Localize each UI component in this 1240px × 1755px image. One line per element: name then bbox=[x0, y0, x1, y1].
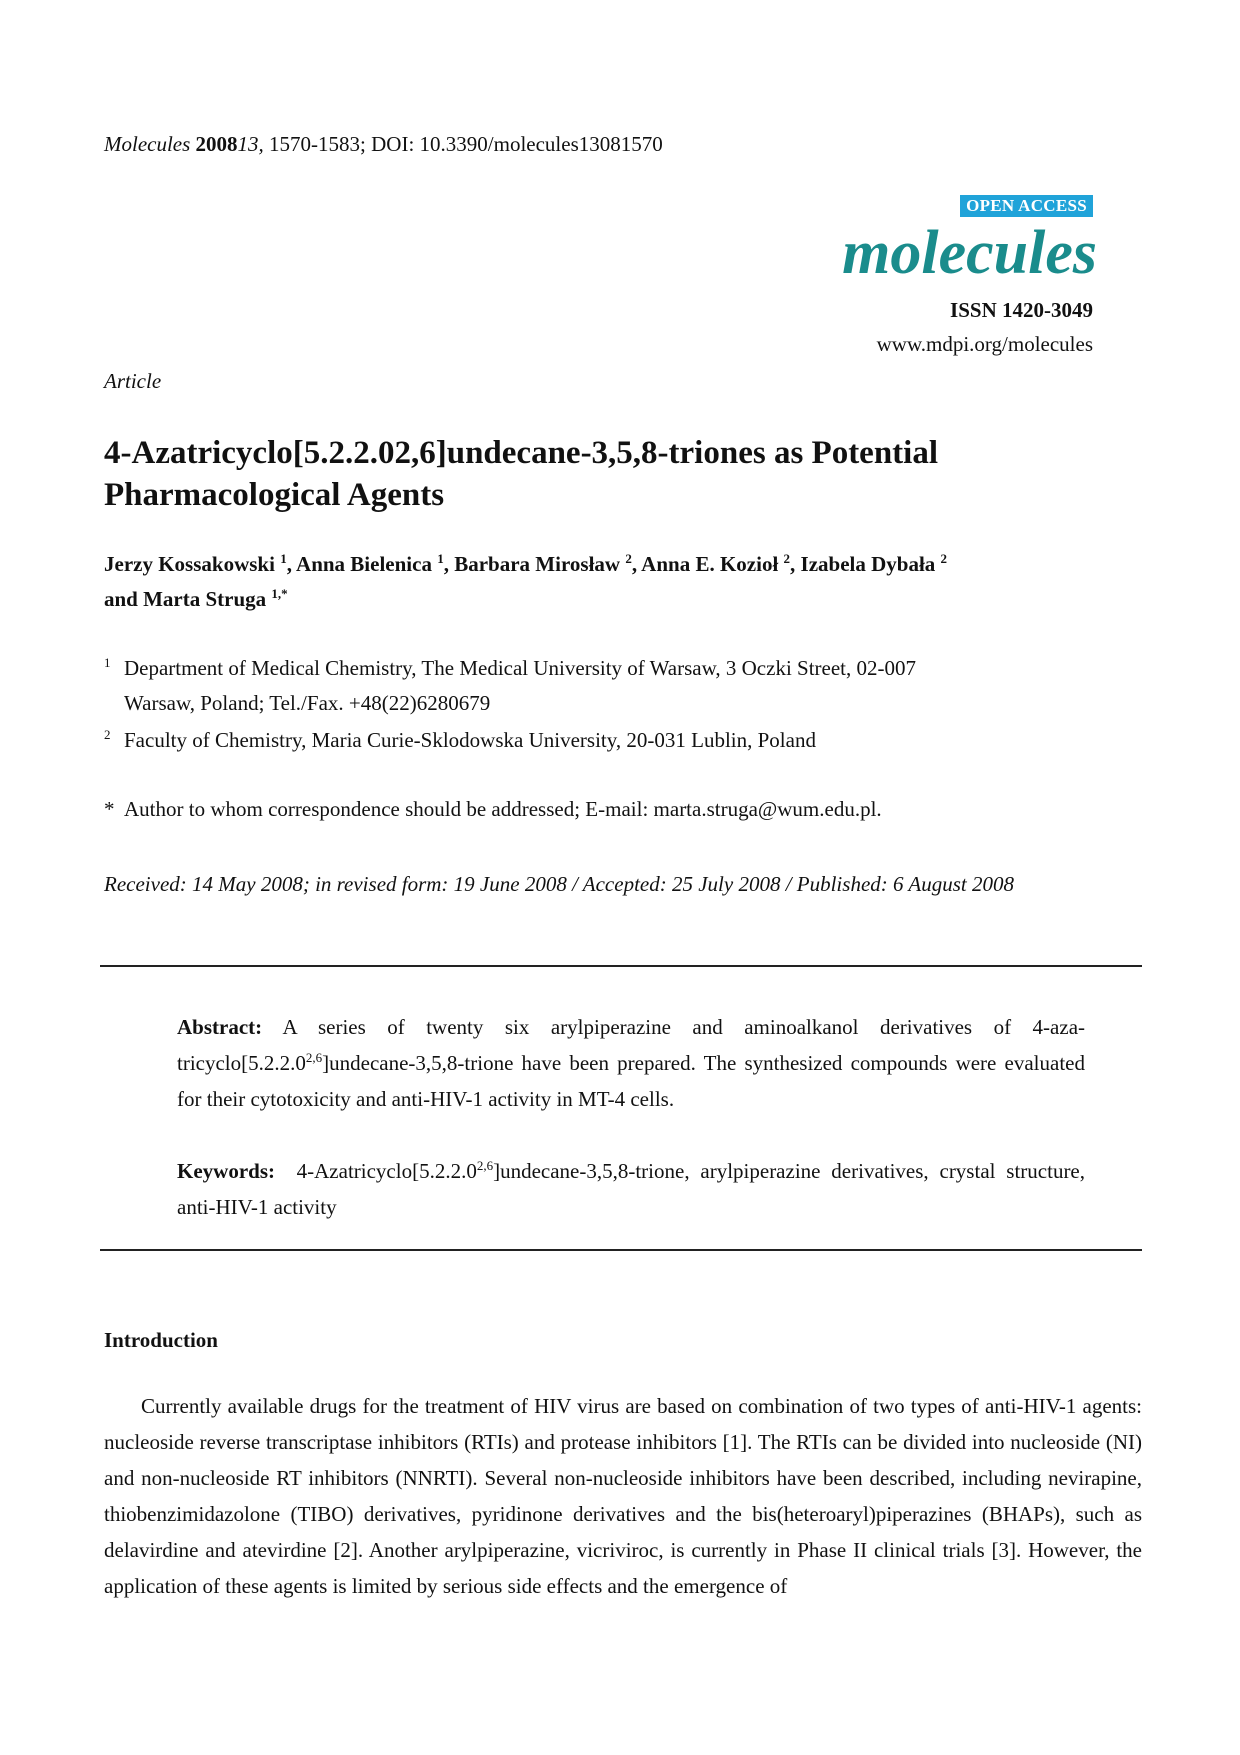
author-connector: and bbox=[104, 587, 138, 611]
author: Anna E. Kozioł bbox=[641, 552, 779, 576]
divider bbox=[100, 1249, 1142, 1251]
citation-year: 2008 bbox=[195, 132, 238, 156]
abstract bbox=[177, 1009, 1085, 1117]
abstract-sup: 2,6 bbox=[305, 1050, 323, 1065]
section-heading: Introduction bbox=[104, 1328, 218, 1352]
article-type: Article bbox=[104, 369, 162, 393]
affiliation-1: $^1$ Department of Medical Chemistry, The Medical University of Warsaw, 3 Oczki Street, 02-007 Warsaw, Poland; Tel./Fax. +48(22)6280679 bbox=[104, 655, 917, 715]
keywords-label: Keywords: bbox=[177, 1159, 275, 1183]
issn: ISSN 1420-3049 bbox=[950, 298, 1093, 322]
correspondence-text: Author to whom correspondence should be addressed; E-mail: marta.struga@wum.edu.pl. bbox=[124, 797, 882, 821]
author-affiliation: 1,* bbox=[271, 586, 288, 601]
paper-title: 4-Azatricyclo[5.2.2.02,6]undecane-3,5,8-triones as Potential Pharmacological Agents bbox=[104, 435, 939, 513]
author-affiliation: 2 bbox=[783, 551, 791, 566]
affiliation-2: $^2$ Faculty of Chemistry, Maria Curie-Sklodowska University, 20-031 Lublin, Poland bbox=[104, 727, 816, 752]
author-list: Jerzy Kossakowski $^1$, Anna Bielenica $^1$, Barbara Mirosław $^2$, Anna E. Kozioł $^2$, Izabela Dybała $^2$ and Marta Struga $^{1,*}$ bbox=[104, 551, 948, 611]
citation-volume: 13, bbox=[237, 132, 264, 156]
author: Barbara Mirosław bbox=[454, 552, 621, 576]
affiliation-text-cont: Warsaw, Poland; Tel./Fax. +48(22)6280679 bbox=[124, 691, 491, 715]
author-affiliation: 2 bbox=[940, 551, 948, 566]
journal-logo: molecules bbox=[842, 219, 1097, 287]
abstract-text: A series of twenty six arylpiperazine and aminoalkanol derivatives of 4-aza-tricyclo[5.2.2.0 bbox=[177, 1015, 1086, 1075]
correspondence-mark: * bbox=[104, 797, 115, 821]
keywords-text: 4-Azatricyclo[5.2.2.0 bbox=[296, 1159, 477, 1183]
author-affiliation: 1 bbox=[437, 551, 444, 566]
author: Jerzy Kossakowski bbox=[104, 552, 275, 576]
author: Izabela Dybała bbox=[800, 552, 936, 576]
divider bbox=[100, 965, 1142, 967]
keywords-text-cont: ]undecane-3,5,8-trione, arylpiperazine derivatives, crystal structure, anti-HIV-1 activity bbox=[177, 1159, 1086, 1219]
author-affiliation: 2 bbox=[625, 551, 632, 566]
affiliation-text: Department of Medical Chemistry, The Medical University of Warsaw, 3 Oczki Street, 02-007 bbox=[124, 656, 917, 680]
publication-dates: Received: 14 May 2008; in revised form: 19 June 2008 / Accepted: 25 July 2008 / Published: 6 August 2008 bbox=[104, 872, 1014, 896]
author: Anna Bielenica bbox=[296, 552, 432, 576]
keywords bbox=[177, 1153, 1085, 1225]
keywords-sup: 2,6 bbox=[476, 1158, 494, 1173]
author: Marta Struga bbox=[143, 587, 267, 611]
affiliation-text: Faculty of Chemistry, Maria Curie-Sklodowska University, 20-031 Lublin, Poland bbox=[124, 728, 816, 752]
journal-url[interactable]: www.mdpi.org/molecules bbox=[876, 332, 1093, 356]
correspondence-note bbox=[104, 792, 1144, 827]
journal-citation bbox=[104, 132, 663, 157]
open-access-badge: OPEN ACCESS bbox=[960, 195, 1093, 217]
citation-pages-doi: 1570-1583; DOI: 10.3390/molecules13081570 bbox=[269, 132, 663, 156]
abstract-text-cont: ]undecane-3,5,8-trione have been prepared. The synthesized compounds were evaluated for their cytotoxicity and anti-HIV-1 activity in MT-4 cells. bbox=[177, 1051, 1085, 1111]
intro-paragraph: Currently available drugs for the treatment of HIV virus are based on combination of two types of anti-HIV-1 agents: nucleoside reverse transcriptase inhibitors (RTIs) and protease inhibitors [1]. The RTIs can be divided into nucleoside (NI) and non-nucleoside RT inhibitors (NNRTI). Several non-nucleoside inhibitors have been described, including nevirapine, thiobenzimidazolone (TIBO) derivatives, pyridinone derivatives and the bis(heteroaryl)piperazines (BHAPs), such as delavirdine and atevirdine [2]. Another arylpiperazine, vicriviroc, is currently in Phase II clinical trials [3]. However, the application of these agents is limited by serious side effects and the emergence of bbox=[104, 1394, 1142, 1598]
journal-ref: Molecules bbox=[104, 132, 191, 156]
author-affiliation: 1 bbox=[280, 551, 287, 566]
abstract-label: Abstract: bbox=[177, 1015, 263, 1039]
